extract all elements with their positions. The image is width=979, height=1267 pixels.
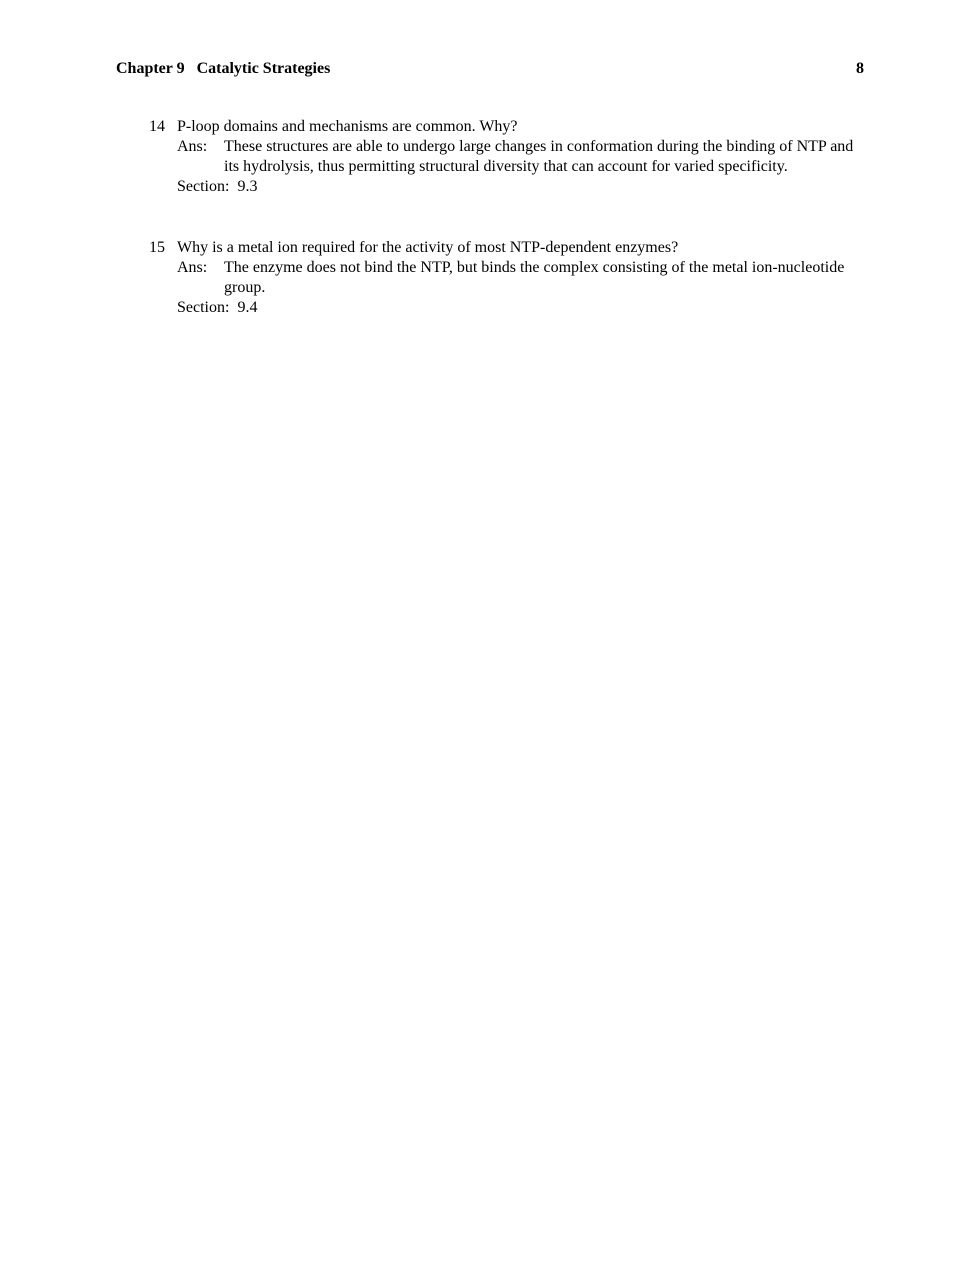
question-14: [149, 117, 869, 197]
question-text: Why is a metal ion required for the activity of most NTP-dependent enzymes?: [177, 239, 679, 256]
answer-block: [177, 258, 869, 298]
answer-block: [177, 137, 869, 177]
page-number: 8: [856, 60, 864, 77]
question-number: 14: [149, 118, 165, 135]
page-header: [116, 59, 864, 81]
chapter-title: Chapter 9 Catalytic Strategies: [116, 60, 331, 77]
answer-label: Ans:: [177, 138, 208, 155]
question-line: [149, 238, 869, 258]
answer-text: The enzyme does not bind the NTP, but binds the complex consisting of the metal ion-nucleotide group.: [224, 259, 845, 296]
question-number: 15: [149, 239, 165, 256]
section-reference: Section: 9.3: [177, 178, 258, 195]
question-line: [149, 117, 869, 137]
question-15: [149, 238, 869, 318]
question-text: P-loop domains and mechanisms are common. Why?: [177, 118, 518, 135]
section-reference: Section: 9.4: [177, 299, 258, 316]
answer-text: These structures are able to undergo large changes in conformation during the binding of NTP and its hydrolysis, thus permitting structural diversity that can account for varied specificity.: [224, 138, 854, 175]
answer-label: Ans:: [177, 259, 208, 276]
